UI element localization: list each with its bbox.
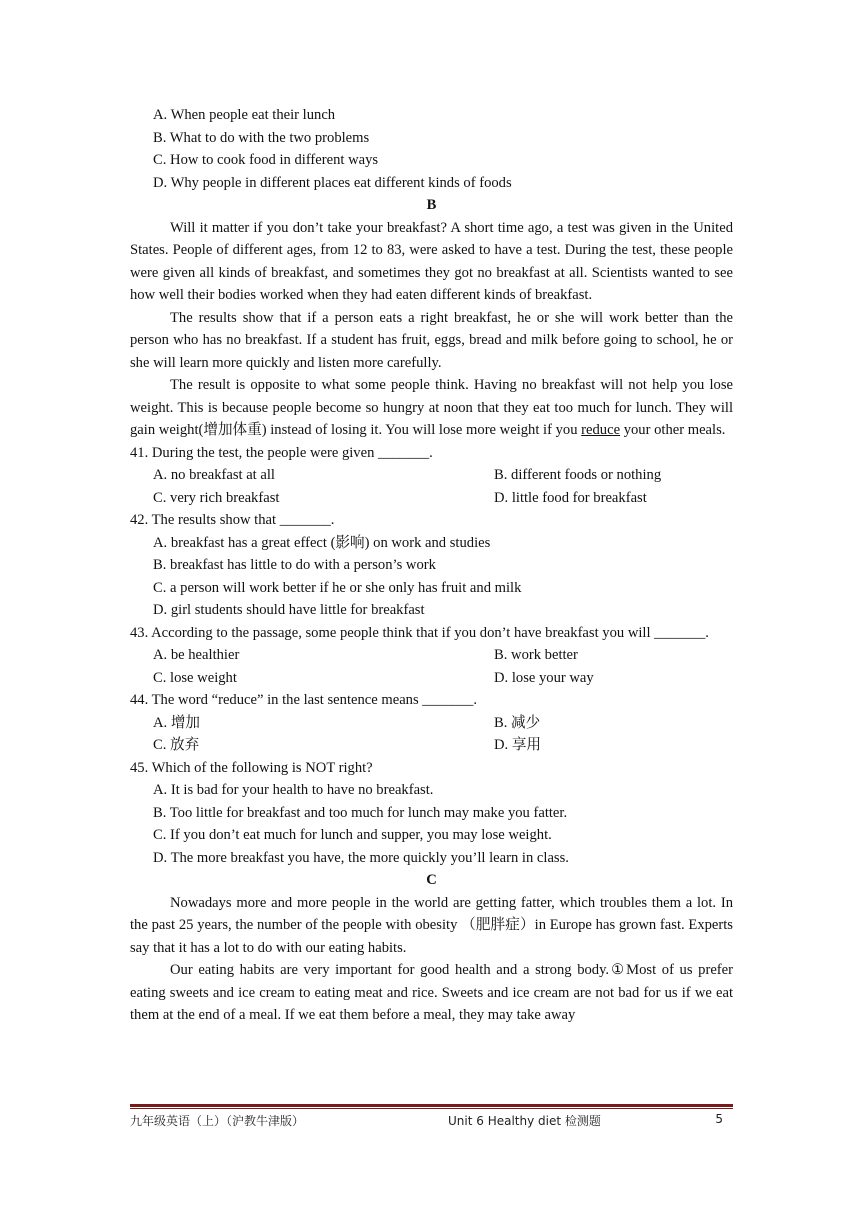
option-b: B. 减少 bbox=[494, 714, 541, 731]
option-a: A. be healthier bbox=[153, 647, 240, 663]
option-d: D. little food for breakfast bbox=[494, 489, 647, 506]
document-page bbox=[130, 104, 733, 1027]
footer-page-number: 5 bbox=[715, 1112, 723, 1126]
option-b: B. What to do with the two problems bbox=[153, 129, 370, 146]
footer-book-title: 九年级英语（上）（沪教牛津版） bbox=[130, 1114, 305, 1128]
option-d: D. lose your way bbox=[494, 669, 594, 686]
footer-rule-thin bbox=[130, 1108, 733, 1109]
option-d: D. Why people in different places eat different kinds of foods bbox=[153, 174, 512, 191]
footer-unit-title: Unit 6 Healthy diet 检测题 bbox=[448, 1114, 601, 1128]
option-b: B. work better bbox=[494, 647, 578, 663]
section-b-heading: B bbox=[426, 197, 437, 213]
option-a: A. breakfast has a great effect (影响) on work and studies bbox=[153, 534, 491, 551]
option-b: B. Too little for breakfast and too much for lunch may make you fatter. bbox=[153, 804, 568, 821]
section-c-heading: C bbox=[426, 872, 437, 888]
option-c: C. 放弃 bbox=[153, 737, 200, 753]
option-d: D. The more breakfast you have, the more quickly you’ll learn in class. bbox=[153, 849, 569, 866]
option-c: C. very rich breakfast bbox=[153, 489, 280, 506]
option-c: C. lose weight bbox=[153, 669, 237, 686]
section-c-paragraph-2: Our eating habits are very important for good health and a strong body.①Most of us prefer eating sweets and ice cream to eating meat and rice. Sweets and ice cream are not bad for us if we eat them at the end of a meal. If we eat them before a meal, they may take away bbox=[130, 962, 733, 1023]
question-stem: 42. The results show that _______. bbox=[130, 512, 335, 528]
option-a: A. When people eat their lunch bbox=[153, 107, 336, 123]
question-43 bbox=[130, 622, 733, 690]
option-d: D. 享用 bbox=[494, 737, 542, 753]
option-a: A. no breakfast at all bbox=[153, 467, 275, 483]
question-44 bbox=[130, 689, 733, 757]
previous-question-options bbox=[130, 104, 733, 194]
question-stem: 41. During the test, the people were given _______. bbox=[130, 444, 433, 461]
option-c: C. a person will work better if he or she only has fruit and milk bbox=[153, 579, 522, 596]
question-42 bbox=[130, 509, 733, 622]
question-41 bbox=[130, 442, 733, 510]
section-b-paragraph-3 bbox=[130, 374, 733, 442]
section-b-paragraph-2: The results show that if a person eats a right breakfast, he or she will work better than the person who has no breakfast. If a student has fruit, eggs, bread and milk before going to school, he or she will learn more quickly and listen more carefully. bbox=[130, 309, 733, 371]
underlined-word: reduce bbox=[581, 422, 621, 438]
option-c: C. If you don’t eat much for lunch and supper, you may lose weight. bbox=[153, 827, 552, 843]
footer-rule-thick bbox=[130, 1104, 733, 1107]
section-c-paragraph-1: Nowadays more and more people in the world are getting fatter, which troubles them a lot. In the past 25 years, the number of the people with obesity （肥胖症）in Europe has grown fast. Experts say that it has a lot to do with our eating habits. bbox=[130, 894, 733, 956]
question-45 bbox=[130, 757, 733, 870]
option-b: B. different foods or nothing bbox=[494, 467, 662, 483]
question-stem: 43. According to the passage, some people think that if you don’t have breakfast you will _______. bbox=[130, 624, 709, 641]
question-stem: 45. Which of the following is NOT right? bbox=[130, 759, 373, 776]
option-d: D. girl students should have little for breakfast bbox=[153, 602, 425, 618]
option-a: A. 增加 bbox=[153, 714, 201, 731]
option-b: B. breakfast has little to do with a person’s work bbox=[153, 557, 436, 573]
paragraph-text: The result is opposite to what some people think. Having no breakfast will not help you lose weight. This is because people become so hungry at noon that they eat too much for lunch. They will gain weight(增加体重) instead of losing it. You will lose more weight if you bbox=[130, 377, 733, 438]
option-a: A. It is bad for your health to have no breakfast. bbox=[153, 782, 434, 798]
section-b-paragraph-1: Will it matter if you don’t take your breakfast? A short time ago, a test was given in the United States. People of different ages, from 12 to 83, were asked to have a test. During the test, these people were given all kinds of breakfast, and sometimes they got no breakfast at all. Scientists wanted to see how well their bodies worked when they had eaten different kinds of breakfast. bbox=[130, 219, 733, 303]
option-c: C. How to cook food in different ways bbox=[153, 152, 379, 168]
paragraph-text: your other meals. bbox=[620, 422, 726, 438]
question-stem: 44. The word “reduce” in the last sentence means _______. bbox=[130, 692, 478, 708]
